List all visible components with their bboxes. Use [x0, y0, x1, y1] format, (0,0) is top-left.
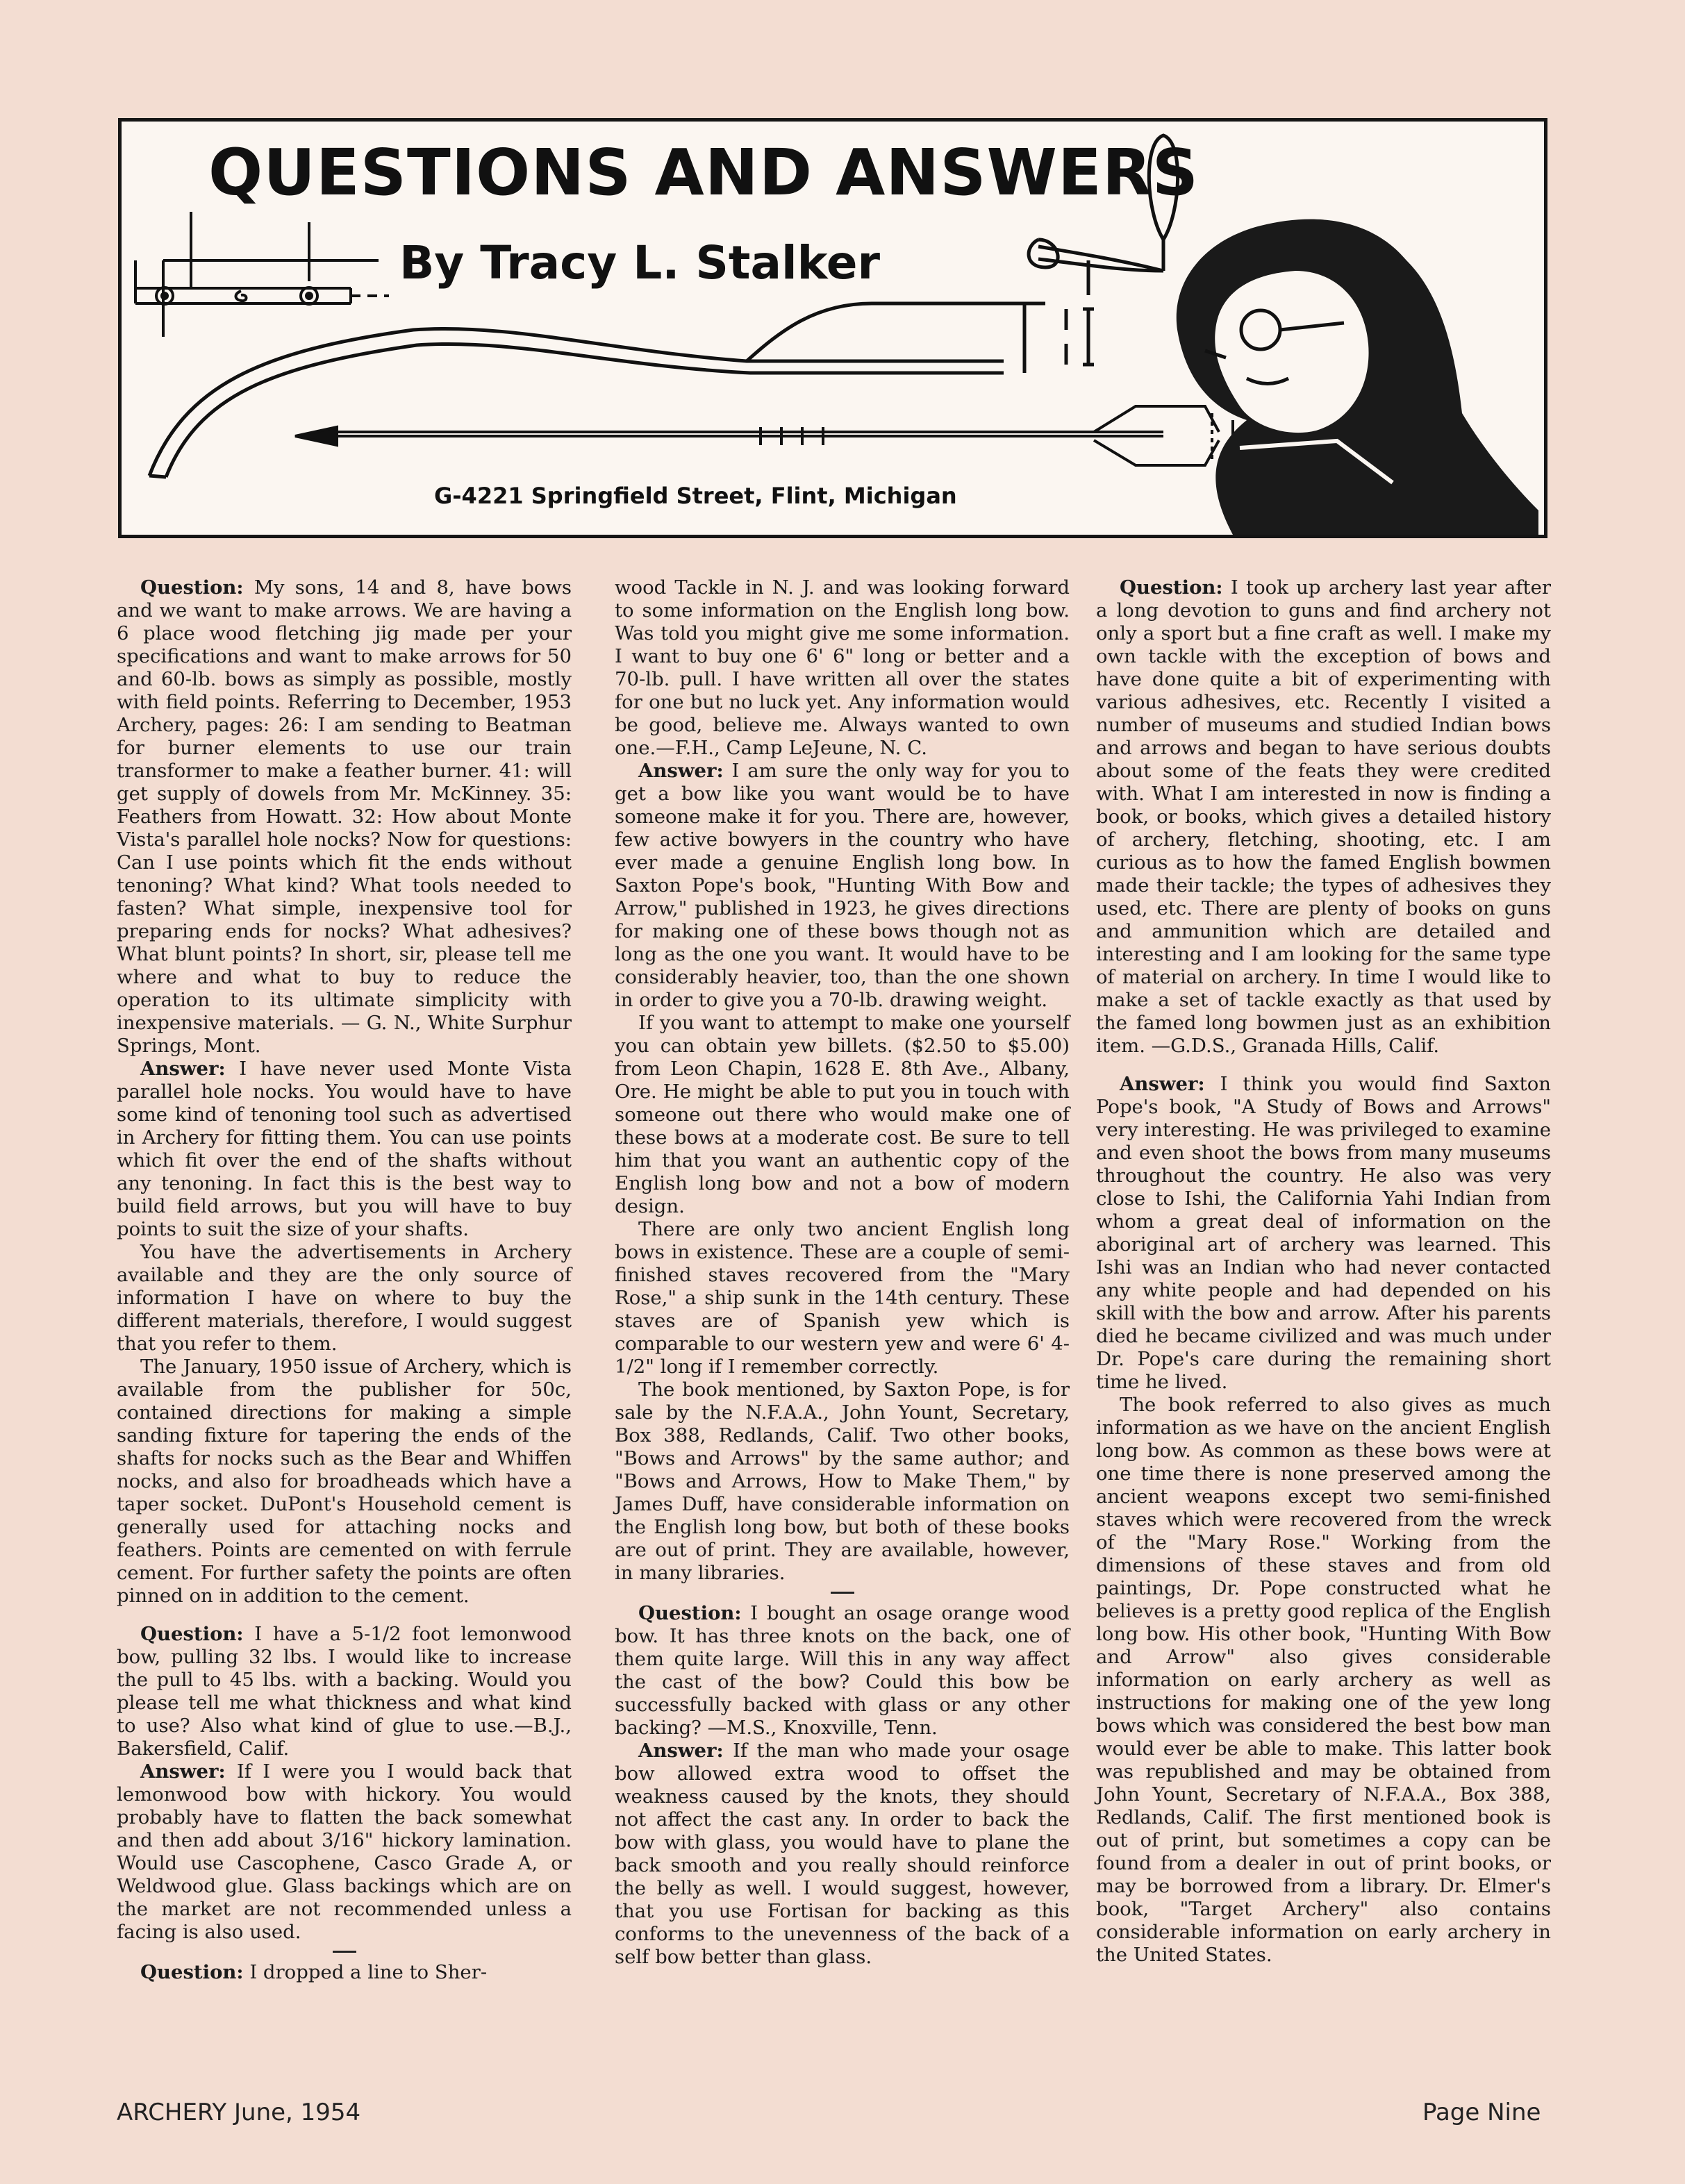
- paragraph: Answer: I have never used Monte Vista parallel hole nocks. You would have to have some kind of tenoning tool such as advertised in Archery for fitting them. You can use points which fit over the end of the shafts without any tenoning. In fact this is the best way to build field arrows, but you will have to buy points to suit the size of your shafts.: [117, 1058, 572, 1240]
- text-column-1: [117, 576, 572, 1984]
- paragraph: Question: I dropped a line to Sher-: [140, 1961, 488, 1983]
- text-column-3: [1096, 576, 1551, 1967]
- paragraph: Answer: I am sure the only way for you to get a bow like you want would be to have someone make it for you. There are, however, few active bowyers in the country who have ever made a genuine English long bow. In Saxton Pope's book, "Hunting With Bow and Arrow," published in 1923, he gives directions for making one of these bows though not as long as the one you want. It would have to be considerably heavier, too, than the one shown in order to give you a 70-lb. drawing weight.: [615, 760, 1070, 1011]
- paragraph: Answer: If the man who made your osage bow allowed extra wood to offset the weakness caused by the knots, they should not affect the cast any. In order to back the bow with glass, you would have to plane the back smooth and you really should reinforce the belly as well. I would suggest, however, that you use Fortisan for backing as this conforms to the unevenness of the back of a self bow better than glass.: [615, 1740, 1070, 1968]
- paragraph: The book referred to also gives as much information as we have on the ancient English long bow. As common as these bows were at one time there is none preserved among the ancient weapons except two semi-finished staves which were recovered from the wreck of the "Mary Rose." Working from the dimensions of these staves and from old paintings, Dr. Pope constructed what he believes is a pretty good replica of the English long bow. His other book, "Hunting With Bow and Arrow" also gives considerable information on early archery as well as instructions for making one of the yew long bows which was considered the best bow man would ever be able to make. This latter book was republished and may be obtained from John Yount, Secretary of N.F.A.A., Box 388, Redlands, Calif. The first mentioned book is out of print, but sometimes a copy can be found from a dealer in out of print books, or may be borrowed from a library. Dr. Elmer's book, "Target Archery" also contains considerable information on early archery in the United States.: [1096, 1394, 1551, 1966]
- paragraph: wood Tackle in N. J. and was looking forward to some information on the English long bow. Was told you might give me some information. I want to buy one 6' 6" long or better and a 70-lb. pull. I have written all over the states for one but no luck yet. Any information would be good, believe me. Always wanted to own one.—F.H., Camp LeJeune, N. C.: [615, 576, 1070, 759]
- page-title: QUESTIONS AND ANSWERS: [208, 135, 1199, 210]
- paragraph: Answer: I think you would find Saxton Pope's book, "A Study of Bows and Arrows" very interesting. He was privileged to examine and even shoot the bows from many museums throughout the country. He also was very close to Ishi, the California Yahi Indian from whom a great deal of information on the aboriginal art of archery was learned. This Ishi was an Indian who had never contacted any white people and had depended on his skill with the bow and arrow. After his parents died he became civilized and was much under Dr. Pope's care during the remaining short time he lived.: [1096, 1073, 1551, 1393]
- paragraph: Answer: If I were you I would back that lemonwood bow with hickory. You would probably have to flatten the back somewhat and then add about 3/16" hickory lamination. Would use Cascophene, Casco Grade A, or Weldwood glue. Glass backings which are on the market are not recommended unless a facing is also used.: [117, 1760, 572, 1943]
- header-banner: [118, 118, 1547, 538]
- footer-publication: ARCHERY June, 1954: [117, 2099, 361, 2126]
- page-number: Page Nine: [1422, 2099, 1541, 2126]
- paragraph: Question: I took up archery last year after a long devotion to guns and find archery not only a sport but a fine craft as well. I make my own tackle with the exception of bows and have done quite a bit of experimenting with various adhesives, etc. Recently I visited a number of museums and studied Indian bows and arrows and began to have serious doubts about some of the feats they were credited with. What I am interested in now is finding a book, or books, which gives a detailed history of archery, fletching, shooting, etc. I am curious as to how the famed English bowmen made their tackle; the types of adhesives they used, etc. There are plenty of books on guns and ammunition which are detailed and interesting and I am looking for the same type of material on archery. In time I would like to make a set of tackle exactly as that used by the famed long bowmen just as an exhibition item. —G.D.S., Granada Hills, Calif.: [1096, 576, 1551, 1057]
- paragraph: Question: My sons, 14 and 8, have bows and we want to make arrows. We are having a 6 place wood fletching jig made per your specifications and want to make arrows for 50 and 60-lb. bows as simply as possible, mostly with field points. Referring to December, 1953 Archery, pages: 26: I am sending to Beatman for burner elements to use our train transformer to make a feather burner. 41: will get supply of dowels from Mr. McKinney. 35: Feathers from Howatt. 32: How about Monte Vista's parallel hole nocks? Now for questions: Can I use points which fit the ends without tenoning? What kind? What tools needed to fasten? What simple, inexpensive tool for preparing ends for nocks? What adhesives? What blunt points? In short, sir, please tell me where and what to buy to reduce the operation to its ultimate simplicity with inexpensive materials. — G. N., White Surphur Springs, Mont.: [117, 576, 572, 1057]
- divider: [831, 1592, 854, 1594]
- divider: [333, 1951, 356, 1953]
- paragraph: You have the advertisements in Archery available and they are the only source of information I have on where to buy the different materials, therefore, I would suggest that you refer to them.: [117, 1241, 572, 1355]
- text-column-2: [615, 576, 1070, 1969]
- paragraph: Question: I have a 5-1/2 foot lemonwood bow, pulling 32 lbs. I would like to increase the pull to 45 lbs. with a backing. Would you please tell me what thickness and what kind to use? Also what kind of glue to use.—B.J., Bakersfield, Calif.: [117, 1623, 572, 1760]
- paragraph: If you want to attempt to make one yourself you can obtain yew billets. ($2.50 to $5.00) from Leon Chapin, 1628 E. 8th Ave., Albany, Ore. He might be able to put you in touch with someone out there who would make one of these bows at a moderate cost. Be sure to tell him that you want an authentic copy of the English long bow and not a bow of modern design.: [615, 1012, 1070, 1217]
- author-byline: By Tracy L. Stalker: [399, 236, 881, 290]
- paragraph: There are only two ancient English long bows in existence. These are a couple of semi-finished staves recovered from the "Mary Rose," a ship sunk in the 14th century. These staves are of Spanish yew which is comparable to our western yew and were 6' 4-1/2" long if I remember correctly.: [615, 1218, 1070, 1378]
- author-address: G-4221 Springfield Street, Flint, Michigan: [434, 483, 957, 509]
- paragraph: The book mentioned, by Saxton Pope, is for sale by the N.F.A.A., John Yount, Secretary, Box 388, Redlands, Calif. Two other books, "Bows and Arrows" by the same author; and "Bows and Arrows, How to Make Them," by James Duff, have considerable information on the English long bow, but both of these books are out of print. They are available, however, in many libraries.: [615, 1378, 1070, 1584]
- paragraph: The January, 1950 issue of Archery, which is available from the publisher for 50c, contained directions for making a simple sanding fixture for tapering the ends of the shafts for nocks such as the Bear and Whiffen nocks, and also for broadheads which have a taper socket. DuPont's Household cement is generally used for attaching nocks and feathers. Points are cemented on with ferrule cement. For further safety the points are often pinned on in addition to the cement.: [117, 1356, 572, 1607]
- paragraph: Question: I bought an osage orange wood bow. It has three knots on the back, one of them quite large. Will this in any way affect the cast of the bow? Could this bow be successfully backed with glass or any other backing? —M.S., Knoxville, Tenn.: [615, 1602, 1070, 1739]
